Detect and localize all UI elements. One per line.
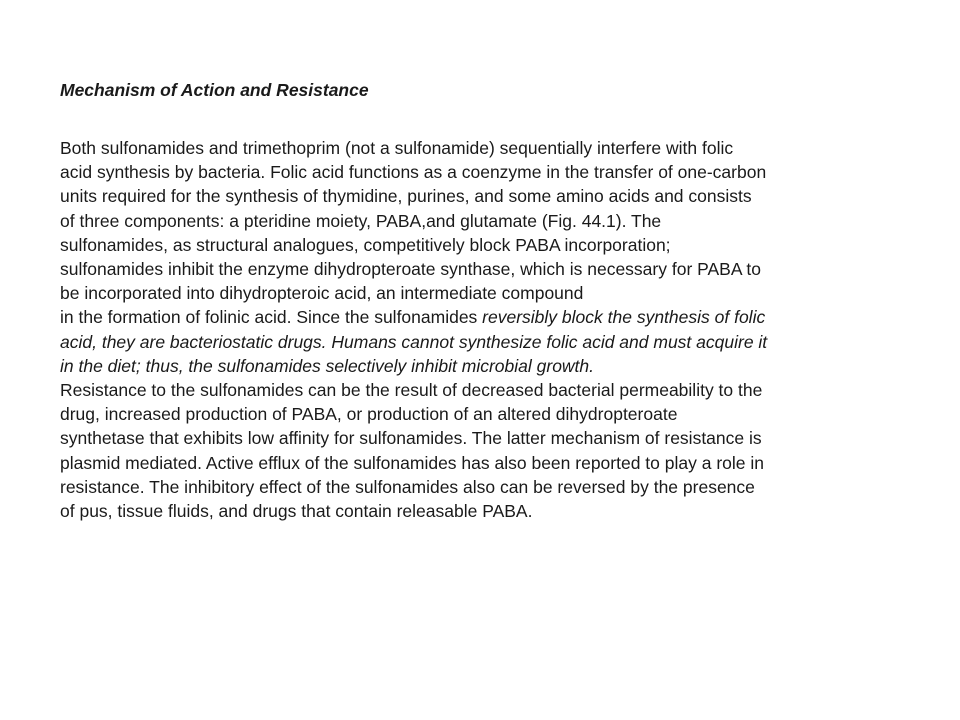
italic-text-line: in the diet; thus, the sulfonamides selectively inhibit microbial growth. <box>60 355 595 376</box>
title-spacer <box>60 102 955 136</box>
italic-text-segment: reversibly block the synthesis of folic <box>482 307 766 328</box>
text-line: Both sulfonamides and trimethoprim (not a sulfonamide) sequentially interfere with folic <box>60 138 734 158</box>
text-line-mixed <box>60 305 955 329</box>
text-line: of three components: a pteridine moiety, PABA,and glutamate (Fig. 44.1). The <box>60 210 662 231</box>
paragraph-mechanism <box>60 136 955 378</box>
text-line: synthetase that exhibits low affinity for sulfonamides. The latter mechanism of resistance is <box>60 428 762 449</box>
italic-text-line: acid, they are bacteriostatic drugs. Humans cannot synthesize folic acid and must acquire it <box>60 331 768 352</box>
text-line: resistance. The inhibitory effect of the sulfonamides also can be reversed by the presence <box>60 476 755 497</box>
slide-title: Mechanism of Action and Resistance <box>60 80 369 100</box>
slide-content <box>60 78 955 523</box>
text-line: drug, increased production of PABA, or production of an altered dihydropteroate <box>60 404 678 425</box>
text-line: plasmid mediated. Active efflux of the sulfonamides has also been reported to play a role in <box>60 452 764 473</box>
text-segment: in the formation of folinic acid. Since the sulfonamides <box>60 307 483 328</box>
text-line: sulfonamides inhibit the enzyme dihydropteroate synthase, which is necessary for PABA to <box>60 259 762 280</box>
text-line: sulfonamides, as structural analogues, competitively block PABA incorporation; <box>60 234 671 255</box>
text-line: Resistance to the sulfonamides can be the result of decreased bacterial permeability to the <box>60 380 763 401</box>
text-line: acid synthesis by bacteria. Folic acid functions as a coenzyme in the transfer of one-carbon <box>60 162 767 183</box>
text-line: of pus, tissue fluids, and drugs that contain releasable PABA. <box>60 501 533 522</box>
text-line: be incorporated into dihydropteroic acid, an intermediate compound <box>60 283 584 304</box>
paragraph-resistance <box>60 378 955 523</box>
text-line: units required for the synthesis of thymidine, purines, and some amino acids and consists <box>60 186 752 207</box>
